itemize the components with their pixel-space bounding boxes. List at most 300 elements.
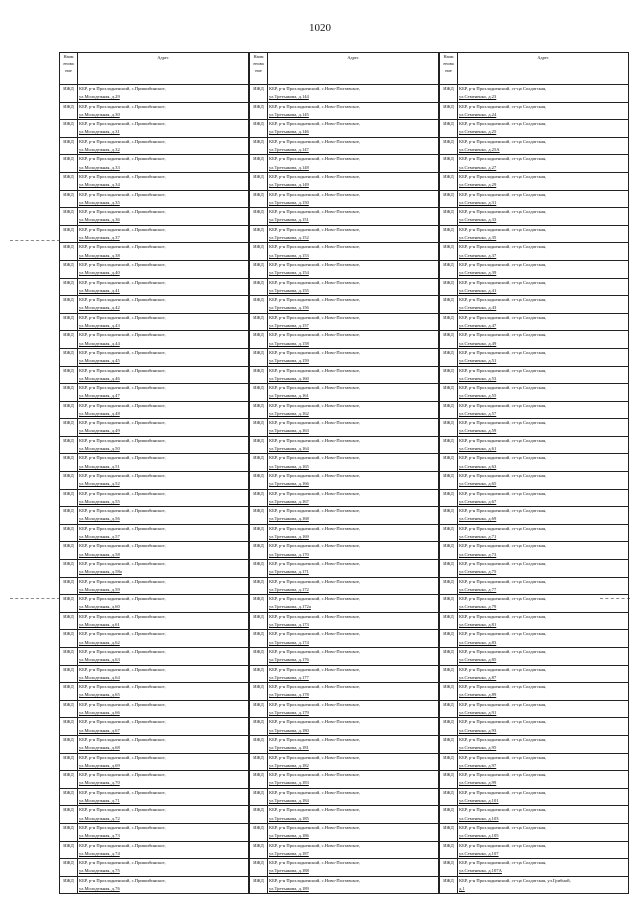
address-cell	[268, 876, 439, 894]
address-line-street: ул.Семененко, д.37	[459, 252, 497, 258]
table-row	[250, 630, 439, 648]
address-line-street: ул.Молодежная, д.37	[79, 234, 120, 240]
table-row	[440, 700, 629, 718]
address-cell	[268, 348, 439, 366]
object-type-cell: ИЖД	[440, 278, 458, 296]
address-cell	[268, 735, 439, 753]
address-line-settlement: КБР, р-н Прохладненский, ст-ца Солдатская,	[459, 649, 547, 654]
table-row	[250, 771, 439, 789]
table-row	[250, 648, 439, 666]
object-type-cell: ИЖД	[250, 560, 268, 578]
address-cell	[458, 507, 629, 525]
table-row	[440, 331, 629, 349]
address-cell	[268, 718, 439, 736]
address-line-settlement: КБР, р-н Прохладненский, с.Пришибинское,	[79, 701, 166, 707]
object-type-cell: ИЖД	[250, 120, 268, 138]
address-line-street: ул.Молодежная, д.29	[79, 94, 120, 100]
object-type-cell: ИЖД	[250, 155, 268, 173]
table-row	[60, 718, 249, 736]
table-row	[60, 876, 249, 894]
address-line-settlement: КБР, р-н Прохладненский, с.Ново-Полтавское,	[269, 824, 361, 830]
object-type-cell: ИЖД	[250, 313, 268, 331]
address-cell	[458, 296, 629, 314]
object-type-cell: ИЖД	[60, 507, 78, 525]
address-line-street: ул.Молодежная, д.60	[79, 604, 120, 610]
address-cell	[78, 700, 249, 718]
address-column-header: Адрес	[78, 53, 249, 85]
address-line-settlement: КБР, р-н Прохладненский, с.Ново-Полтавское,	[269, 86, 361, 91]
table-row	[440, 454, 629, 472]
object-type-cell: ИЖД	[60, 172, 78, 190]
address-line-street: ул.Семененко, д.107	[459, 850, 499, 856]
address-cell	[458, 665, 629, 683]
object-type-cell: ИЖД	[250, 859, 268, 877]
address-cell	[268, 454, 439, 472]
object-type-cell: ИЖД	[60, 436, 78, 454]
object-type-cell: ИЖД	[60, 700, 78, 718]
table-row	[250, 137, 439, 155]
table-row	[250, 102, 439, 120]
address-line-settlement: КБР, р-н Прохладненский, с.Пришибинское,	[79, 736, 166, 742]
address-cell	[78, 172, 249, 190]
address-cell	[458, 753, 629, 771]
table-row	[250, 577, 439, 595]
address-cell	[458, 401, 629, 419]
table-row	[440, 225, 629, 243]
object-type-cell: ИЖД	[440, 85, 458, 103]
object-type-cell: ИЖД	[60, 524, 78, 542]
object-type-cell: ИЖД	[440, 683, 458, 701]
table-row	[60, 313, 249, 331]
address-cell	[458, 841, 629, 859]
address-line-street: ул.Семененко, д.27	[459, 164, 497, 170]
table-row	[250, 366, 439, 384]
address-line-street: ул.Молодежная, д.70	[79, 780, 120, 786]
address-line-street: ул.Семененко, д.47	[459, 322, 497, 328]
object-type-cell: ИЖД	[60, 313, 78, 331]
address-line-street: ул.Третьякова, д.157	[269, 322, 309, 328]
object-type-cell: ИЖД	[60, 419, 78, 437]
address-line-settlement: КБР, р-н Прохладненский, с.Ново-Полтавское,	[269, 297, 361, 303]
address-cell	[458, 454, 629, 472]
object-type-cell: ИЖД	[60, 384, 78, 402]
table-row	[60, 454, 249, 472]
address-line-settlement: КБР, р-н Прохладненский, с.Ново-Полтавское,	[269, 191, 361, 197]
address-line-street: ул.Семененко, д.71	[459, 534, 497, 540]
address-line-street: ул.Семененко, д.25А	[459, 146, 500, 152]
address-cell	[458, 155, 629, 173]
address-line-street: ул.Семененко, д.73	[459, 551, 497, 557]
table-row	[250, 401, 439, 419]
address-cell	[78, 208, 249, 226]
address-line-street: ул.Семененко, д.99	[459, 780, 497, 786]
address-cell	[268, 137, 439, 155]
address-line-settlement: КБР, р-н Прохладненский, с.Ново-Полтавское,	[269, 754, 361, 760]
table-row	[440, 296, 629, 314]
object-type-cell: ИЖД	[250, 683, 268, 701]
table-row	[250, 260, 439, 278]
table-row	[60, 102, 249, 120]
address-cell	[78, 296, 249, 314]
address-cell	[268, 172, 439, 190]
table-row	[60, 683, 249, 701]
object-type-cell: ИЖД	[60, 489, 78, 507]
object-type-cell: ИЖД	[60, 190, 78, 208]
address-line-settlement: КБР, р-н Прохладненский, ст-ца Солдатская,	[459, 824, 547, 830]
object-type-cell: ИЖД	[60, 348, 78, 366]
object-type-cell: ИЖД	[250, 841, 268, 859]
address-cell	[458, 260, 629, 278]
object-type-cell: ИЖД	[60, 718, 78, 736]
object-type-cell: ИЖД	[60, 876, 78, 894]
table-row	[60, 436, 249, 454]
address-line-street: ул.Молодежная, д.36	[79, 217, 120, 223]
address-line-settlement: КБР, р-н Прохладненский, с.Пришибинское,	[79, 261, 166, 267]
address-line-street: ул.Семененко, д.59	[459, 428, 497, 434]
object-type-cell: ИЖД	[60, 472, 78, 490]
object-type-cell: ИЖД	[440, 454, 458, 472]
address-line-street: ул.Третьякова, д.171	[269, 569, 309, 575]
object-type-cell: ИЖД	[60, 331, 78, 349]
object-type-cell: ИЖД	[250, 208, 268, 226]
address-cell	[78, 753, 249, 771]
address-line-settlement: КБР, р-н Прохладненский, с.Пришибинское,	[79, 543, 166, 549]
address-cell	[78, 454, 249, 472]
address-line-street: ул.Молодежная, д.50	[79, 446, 120, 452]
object-type-cell: ИЖД	[250, 331, 268, 349]
address-line-street: ул.Третьякова, д.169	[269, 534, 309, 540]
address-cell	[268, 665, 439, 683]
object-type-cell: ИЖД	[250, 823, 268, 841]
object-type-cell: ИЖД	[60, 401, 78, 419]
table-row	[440, 542, 629, 560]
address-line-settlement: КБР, р-н Прохладненский, ст-ца Солдатская,	[459, 525, 547, 531]
object-type-cell: ИЖД	[440, 859, 458, 877]
address-cell	[458, 472, 629, 490]
object-type-cell: ИЖД	[440, 806, 458, 824]
object-type-cell: ИЖД	[250, 753, 268, 771]
object-type-cell: ИЖД	[60, 683, 78, 701]
address-line-settlement: КБР, р-н Прохладненский, с.Пришибинское,	[79, 525, 166, 531]
object-type-cell: ИЖД	[250, 225, 268, 243]
object-type-cell: ИЖД	[250, 876, 268, 894]
register-table	[59, 52, 627, 894]
address-line-street: ул.Семененко, д.95	[459, 745, 497, 751]
address-line-settlement: КБР, р-н Прохладненский, с.Пришибинское,	[79, 490, 166, 496]
table-row	[60, 331, 249, 349]
address-line-settlement: КБР, р-н Прохладненский, ст-ца Солдатская,	[459, 261, 547, 267]
table-row	[440, 436, 629, 454]
table-row	[250, 507, 439, 525]
table-row	[440, 489, 629, 507]
address-line-street: ул.Семененко, д.33	[459, 217, 497, 223]
address-cell	[78, 648, 249, 666]
object-type-cell: ИЖД	[250, 630, 268, 648]
address-cell	[78, 806, 249, 824]
object-type-cell: ИЖД	[250, 771, 268, 789]
address-line-settlement: КБР, р-н Прохладненский, с.Пришибинское,	[79, 561, 166, 567]
address-cell	[78, 225, 249, 243]
type-column-header: Наим енова ние	[440, 53, 458, 85]
object-type-cell: ИЖД	[250, 524, 268, 542]
object-type-cell: ИЖД	[440, 401, 458, 419]
address-line-street: ул.Семененко, д.75	[459, 569, 497, 575]
address-line-settlement: КБР, р-н Прохладненский, с.Пришибинское,	[79, 754, 166, 760]
address-line-settlement: КБР, р-н Прохладненский, с.Ново-Полтавское,	[269, 631, 361, 637]
address-line-settlement: КБР, р-н Прохладненский, с.Ново-Полтавское,	[269, 138, 361, 144]
table-row	[60, 753, 249, 771]
table-row	[60, 595, 249, 613]
address-cell	[268, 648, 439, 666]
address-line-settlement: КБР, р-н Прохладненский, с.Пришибинское,	[79, 402, 166, 408]
object-type-cell: ИЖД	[250, 472, 268, 490]
table-row	[250, 876, 439, 894]
object-type-cell: ИЖД	[440, 348, 458, 366]
address-line-street: ул.Семененко, д.57	[459, 410, 497, 416]
address-cell	[458, 102, 629, 120]
address-line-settlement: КБР, р-н Прохладненский, с.Ново-Полтавское,	[269, 525, 361, 531]
address-cell	[268, 401, 439, 419]
address-line-settlement: КБР, р-н Прохладненский, ст-ца Солдатская,	[459, 314, 547, 320]
table-row	[60, 208, 249, 226]
object-type-cell: ИЖД	[250, 718, 268, 736]
address-cell	[268, 806, 439, 824]
table-row	[60, 823, 249, 841]
address-line-settlement: КБР, р-н Прохладненский, с.Пришибинское,	[79, 613, 166, 619]
address-line-street: ул.Семененко, д.55	[459, 393, 497, 399]
table-row	[250, 542, 439, 560]
address-cell	[78, 788, 249, 806]
address-cell	[458, 366, 629, 384]
address-line-street: ул.Семененко, д.29	[459, 182, 497, 188]
address-line-street: ул.Третьякова, д.179	[269, 709, 309, 715]
table-row	[440, 683, 629, 701]
table-row	[440, 788, 629, 806]
address-line-street: ул.Третьякова, д.184	[269, 797, 309, 803]
address-line-street: ул.Семененко, д.97	[459, 762, 497, 768]
table-row	[250, 560, 439, 578]
address-line-street: ул.Семененко, д.83	[459, 639, 497, 645]
address-cell	[458, 243, 629, 261]
address-cell	[78, 489, 249, 507]
table-row	[60, 648, 249, 666]
object-type-cell: ИЖД	[440, 577, 458, 595]
address-cell	[268, 630, 439, 648]
address-cell	[268, 577, 439, 595]
table-row	[250, 225, 439, 243]
table-row	[440, 260, 629, 278]
address-line-settlement: КБР, р-н Прохладненский, с.Пришибинское,	[79, 578, 166, 584]
object-type-cell: ИЖД	[250, 788, 268, 806]
address-cell	[78, 472, 249, 490]
address-line-street: ул.Семененко, д.107А	[459, 868, 502, 874]
address-line-settlement: КБР, р-н Прохладненский, ст-ца Солдатская,	[459, 173, 547, 179]
object-type-cell: ИЖД	[60, 542, 78, 560]
table-row	[440, 190, 629, 208]
table-row	[250, 208, 439, 226]
table-row	[250, 788, 439, 806]
address-line-street: ул.Молодежная, д.65	[79, 692, 120, 698]
table-row	[60, 665, 249, 683]
object-type-cell: ИЖД	[440, 313, 458, 331]
table-row	[440, 102, 629, 120]
address-line-settlement: КБР, р-н Прохладненский, с.Ново-Полтавское,	[269, 877, 361, 883]
address-cell	[458, 348, 629, 366]
table-row	[250, 348, 439, 366]
table-row	[60, 841, 249, 859]
address-line-street: ул.Молодежная, д.74	[79, 850, 120, 856]
address-line-settlement: КБР, р-н Прохладненский, ст-ца Солдатская,	[459, 244, 547, 250]
address-line-street: ул.Молодежная, д.52	[79, 481, 120, 487]
address-cell	[458, 788, 629, 806]
table-row	[440, 735, 629, 753]
address-line-settlement: КБР, р-н Прохладненский, с.Ново-Полтавское,	[269, 578, 361, 584]
table-row	[60, 419, 249, 437]
table-row	[250, 524, 439, 542]
address-line-street: ул.Молодежная, д.71	[79, 797, 120, 803]
address-line-street: ул.Третьякова, д.164	[269, 446, 309, 452]
address-line-street: ул.Третьякова, д.162	[269, 410, 309, 416]
address-cell	[268, 331, 439, 349]
address-cell	[78, 630, 249, 648]
object-type-cell: ИЖД	[440, 155, 458, 173]
address-cell	[268, 788, 439, 806]
address-line-street: ул.Молодежная, д.63	[79, 657, 120, 663]
object-type-cell: ИЖД	[250, 366, 268, 384]
address-line-street: ул.Третьякова, д.144	[269, 94, 309, 100]
address-cell	[458, 172, 629, 190]
address-cell	[458, 542, 629, 560]
address-column-header: Адрес	[458, 53, 629, 85]
address-line-settlement: КБР, р-н Прохладненский, с.Пришибинское,	[79, 596, 166, 602]
object-type-cell: ИЖД	[60, 296, 78, 314]
address-cell	[78, 823, 249, 841]
address-line-settlement: КБР, р-н Прохладненский, ст-ца Солдатская,	[459, 385, 547, 391]
address-cell	[78, 313, 249, 331]
address-cell	[268, 507, 439, 525]
address-line-street: ул.Семененко, д.101	[459, 797, 499, 803]
address-line-street: ул.Третьякова, д.151	[269, 217, 309, 223]
address-cell	[268, 85, 439, 103]
object-type-cell: ИЖД	[250, 384, 268, 402]
table-row	[440, 665, 629, 683]
address-line-street: ул.Молодежная, д.41	[79, 287, 120, 293]
object-type-cell: ИЖД	[250, 595, 268, 613]
address-line-settlement: КБР, р-н Прохладненский, с.Ново-Полтавское,	[269, 314, 361, 320]
address-line-street: ул.Семененко, д.81	[459, 622, 497, 627]
address-cell	[268, 472, 439, 490]
address-cell	[458, 313, 629, 331]
address-line-settlement: КБР, р-н Прохладненский, с.Пришибинское,	[79, 156, 166, 162]
address-cell	[78, 612, 249, 630]
address-cell	[458, 190, 629, 208]
address-cell	[268, 102, 439, 120]
address-cell	[78, 366, 249, 384]
address-line-street: ул.Семененко, д.91	[459, 709, 497, 715]
address-line-settlement: КБР, р-н Прохладненский, ст-ца Солдатская,	[459, 473, 547, 479]
address-cell	[78, 595, 249, 613]
address-line-settlement: КБР, р-н Прохладненский, с.Ново-Полтавское,	[269, 420, 361, 426]
address-line-settlement: КБР, р-н Прохладненский, ст-ца Солдатская,	[459, 666, 547, 672]
address-line-settlement: КБР, р-н Прохладненский, ст-ца Солдатская,	[459, 789, 547, 795]
address-cell	[458, 595, 629, 613]
table-row	[250, 683, 439, 701]
address-cell	[78, 85, 249, 103]
table-row	[60, 806, 249, 824]
object-type-cell: ИЖД	[440, 489, 458, 507]
address-line-street: ул.Молодежная, д.40	[79, 270, 120, 276]
address-line-street: ул.Молодежная, д.75	[79, 868, 120, 874]
object-type-cell: ИЖД	[250, 489, 268, 507]
address-table-column-3	[439, 52, 629, 894]
object-type-cell: ИЖД	[440, 384, 458, 402]
object-type-cell: ИЖД	[60, 454, 78, 472]
address-line-street: ул.Третьякова, д.152	[269, 234, 309, 240]
address-cell	[458, 120, 629, 138]
object-type-cell: ИЖД	[250, 419, 268, 437]
address-line-settlement: КБР, р-н Прохладненский, с.Пришибинское,	[79, 209, 166, 215]
address-line-street: ул.Молодежная, д.44	[79, 340, 120, 346]
object-type-cell: ИЖД	[60, 278, 78, 296]
address-line-settlement: КБР, р-н Прохладненский, с.Пришибинское,	[79, 420, 166, 426]
scan-mark-line	[10, 598, 60, 599]
address-line-settlement: КБР, р-н Прохладненский, с.Пришибинское,	[79, 508, 166, 514]
object-type-cell: ИЖД	[60, 243, 78, 261]
address-line-settlement: КБР, р-н Прохладненский, ст-ца Солдатская,	[459, 508, 547, 514]
address-line-settlement: КБР, р-н Прохладненский, ст-ца Солдатская,	[459, 103, 547, 109]
address-line-settlement: КБР, р-н Прохладненский, с.Ново-Полтавское,	[269, 103, 361, 109]
address-line-settlement: КБР, р-н Прохладненский, с.Пришибинское,	[79, 86, 166, 91]
table-row	[60, 172, 249, 190]
address-line-street: ул.Молодежная, д.34	[79, 182, 120, 188]
address-line-settlement: КБР, р-н Прохладненский, с.Ново-Полтавское,	[269, 860, 361, 866]
address-line-settlement: КБР, р-н Прохладненский, ст-ца Солдатская, ул.Грибной,	[459, 877, 571, 883]
table-row	[60, 278, 249, 296]
address-table-column-2	[249, 52, 439, 894]
object-type-cell: ИЖД	[250, 137, 268, 155]
table-row	[60, 366, 249, 384]
address-line-street: ул.Третьякова, д.165	[269, 463, 309, 469]
object-type-cell: ИЖД	[60, 85, 78, 103]
object-type-cell: ИЖД	[60, 560, 78, 578]
address-cell	[268, 313, 439, 331]
address-cell	[268, 419, 439, 437]
address-line-street: ул.Семененко, д.39	[459, 270, 497, 276]
object-type-cell: ИЖД	[440, 120, 458, 138]
address-line-settlement: КБР, р-н Прохладненский, ст-ца Солдатская,	[459, 490, 547, 496]
address-cell	[458, 806, 629, 824]
address-line-street: ул.Молодежная, д.72	[79, 815, 120, 821]
page-number: 1020	[309, 22, 331, 34]
table-row	[440, 172, 629, 190]
table-row	[250, 313, 439, 331]
table-row	[440, 718, 629, 736]
table-row	[250, 85, 439, 103]
table-row	[440, 278, 629, 296]
address-line-settlement: КБР, р-н Прохладненский, ст-ца Солдатская,	[459, 842, 547, 848]
address-line-settlement: КБР, р-н Прохладненский, с.Пришибинское,	[79, 789, 166, 795]
address-line-settlement: КБР, р-н Прохладненский, ст-ца Солдатская,	[459, 455, 547, 461]
table-row	[60, 489, 249, 507]
address-line-street: ул.Семененко, д.79	[459, 604, 497, 610]
table-row	[440, 560, 629, 578]
table-row	[440, 595, 629, 613]
address-line-settlement: КБР, р-н Прохладненский, ст-ца Солдатская,	[459, 719, 547, 725]
address-cell	[268, 489, 439, 507]
address-line-settlement: КБР, р-н Прохладненский, ст-ца Солдатская,	[459, 613, 547, 619]
address-line-settlement: КБР, р-н Прохладненский, с.Пришибинское,	[79, 173, 166, 179]
object-type-cell: ИЖД	[440, 771, 458, 789]
